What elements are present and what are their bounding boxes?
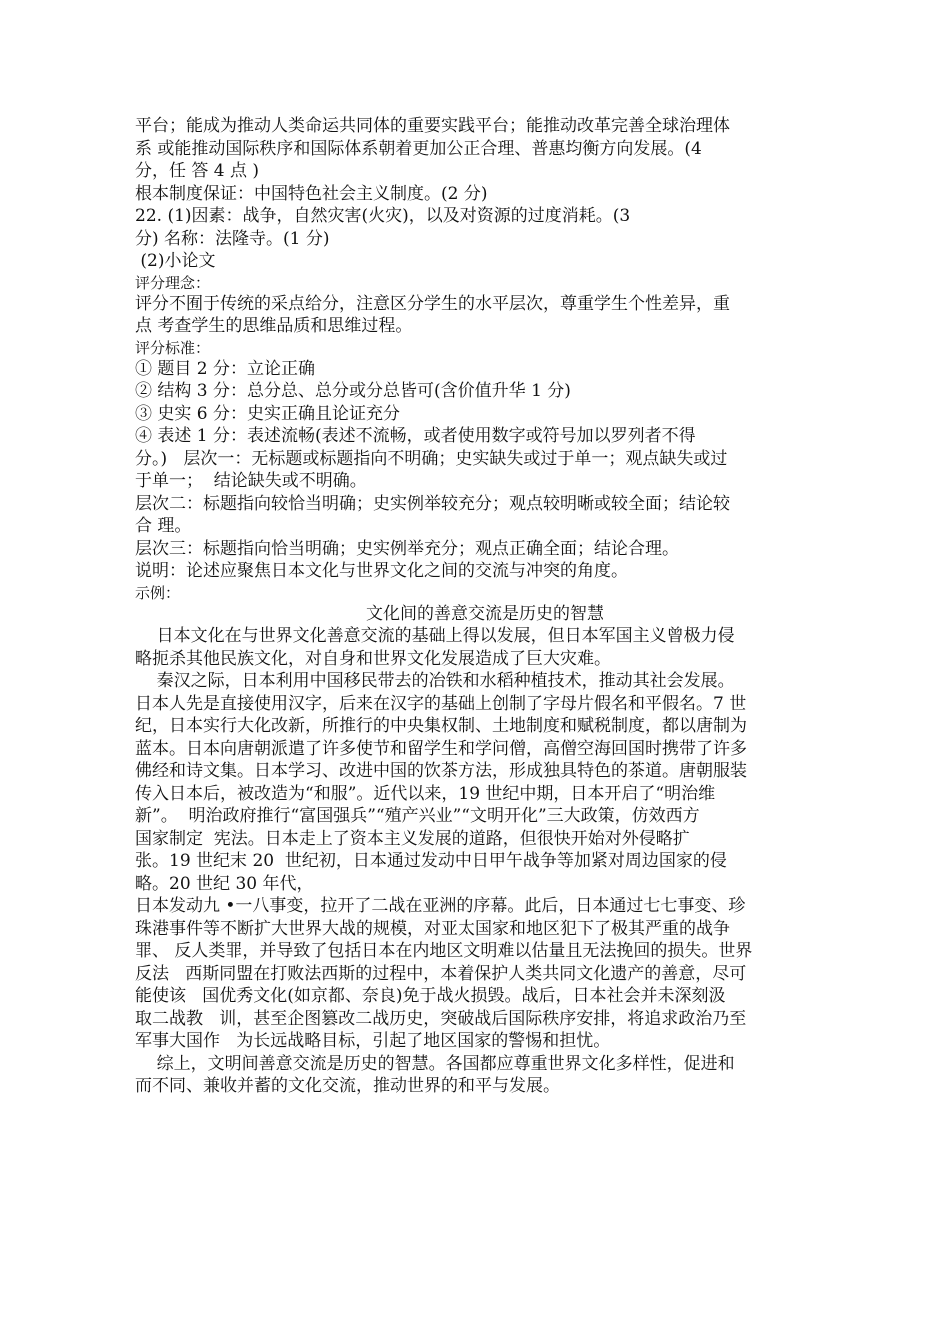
- text-line: 平台；能成为推动人类命运共同体的重要实践平台；能推动改革完善全球治理体: [135, 116, 730, 136]
- text-line: 综上，文明间善意交流是历史的智慧。各国都应尊重世界文化多样性，促进和: [135, 1053, 735, 1074]
- text-line: (2)小论文: [135, 251, 216, 271]
- text-line: 于单一； 结论缺失或不明确。: [135, 471, 367, 491]
- document-page: [135, 115, 835, 1098]
- text-line: 蓝本。日本向唐朝派遣了许多使节和留学生和学问僧，高僧空海回国时携带了许多: [135, 738, 747, 759]
- text-line: 分，任 答 4 点 ): [135, 161, 260, 181]
- text-line: 佛经和诗文集。日本学习、改进中国的饮茶方法，形成独具特色的茶道。唐朝服装: [135, 761, 747, 781]
- text-line: ④ 表述 1 分：表述流畅(表述不流畅，或者使用数字或符号加以罗列者不得: [135, 426, 696, 446]
- text-line: 层次三：标题指向恰当明确；史实例举充分；观点正确全面；结论合理。: [135, 538, 679, 559]
- text-line: 点 考查学生的思维品质和思维过程。: [135, 316, 413, 336]
- text-line: 罪、 反人类罪，并导致了包括日本在内地区文明难以估量且无法挽回的损失。世界: [135, 941, 753, 961]
- text-line: ② 结构 3 分：总分总、总分或分总皆可(含价值升华 1 分): [135, 381, 571, 401]
- text-line: 新”。 明治政府推行“富国强兵”“殖产兴业”“文明开化”三大政策，仿效西方: [135, 806, 700, 826]
- text-line: 分) 名称：法隆寺。(1 分): [135, 228, 330, 249]
- text-line: 反法 西斯同盟在打败法西斯的过程中，本着保护人类共同文化遗产的善意，尽可: [135, 963, 747, 984]
- text-line: 根本制度保证：中国特色社会主义制度。(2 分): [135, 183, 488, 204]
- text-line: 日本发动九 •一八事变，拉开了二战在亚洲的序幕。此后，日本通过七七事变、珍: [135, 896, 746, 916]
- text-line: 国家制定 宪法。日本走上了资本主义发展的道路，但很快开始对外侵略扩: [135, 828, 690, 849]
- text-line: 珠港事件等不断扩大世界大战的规模，对亚太国家和地区犯下了极其严重的战争: [135, 918, 730, 939]
- text-line: 合 理。: [135, 516, 192, 536]
- text-line: 军事大国作 为长远战略目标，引起了地区国家的警惕和担忧。: [135, 1031, 611, 1051]
- essay-title: 文化间的善意交流是历史的智慧: [366, 603, 604, 624]
- text-line: ① 题目 2 分：立论正确: [135, 358, 316, 379]
- text-line: 评分标准：: [135, 338, 211, 357]
- text-line: 评分不囿于传统的采点给分，注意区分学生的水平层次，尊重学生个性差异，重: [135, 293, 730, 314]
- text-line: 而不同、兼收并蓄的文化交流，推动世界的和平与发展。: [135, 1076, 560, 1096]
- text-line: 示例：: [135, 583, 181, 602]
- text-line: 秦汉之际，日本利用中国移民带去的冶铁和水稻种植技术，推动其社会发展。: [135, 671, 735, 691]
- text-line: 略扼杀其他民族文化，对自身和世界文化发展造成了巨大灾难。: [135, 648, 611, 669]
- text-line: ③ 史实 6 分：史实正确且论证充分: [135, 403, 401, 424]
- text-line: 层次二：标题指向较恰当明确；史实例举较充分；观点较明晰或较全面；结论较: [135, 493, 730, 514]
- text-line: 22. (1)因素：战争，自然灾害(火灾)，以及对资源的过度消耗。(3: [135, 206, 631, 226]
- text-line: 传入日本后，被改造为“和服”。近代以来，19 世纪中期，日本开启了“明治维: [135, 783, 716, 804]
- text-line: 取二战教 训，甚至企图篡改二战历史，突破战后国际秩序安排，将追求政治乃至: [135, 1008, 747, 1029]
- text-line: 日本人先是直接使用汉字，后来在汉字的基础上创制了字母片假名和平假名。7 世: [135, 693, 747, 714]
- text-line: 日本文化在与世界文化善意交流的基础上得以发展，但日本军国主义曾极力侵: [135, 626, 735, 646]
- text-line: 略。20 世纪 30 年代，: [135, 873, 314, 894]
- text-line: 系 或能推动国际秩序和国际体系朝着更加公正合理、普惠均衡方向发展。(4: [135, 138, 702, 159]
- text-line: 评分理念：: [135, 273, 211, 292]
- text-line: 分。) 层次一：无标题或标题指向不明确；史实缺失或过于单一；观点缺失或过: [135, 448, 728, 469]
- text-line: 张。19 世纪末 20 世纪初，日本通过发动中日甲午战争等加紧对周边国家的侵: [135, 851, 727, 871]
- text-line: 能使该 国优秀文化(如京都、奈良)免于战火损毁。战后，日本社会并未深刻汲: [135, 986, 726, 1006]
- text-line: 说明：论述应聚焦日本文化与世界文化之间的交流与冲突的角度。: [135, 561, 628, 581]
- text-line: 纪，日本实行大化改新，所推行的中央集权制、土地制度和赋税制度，都以唐制为: [135, 716, 747, 736]
